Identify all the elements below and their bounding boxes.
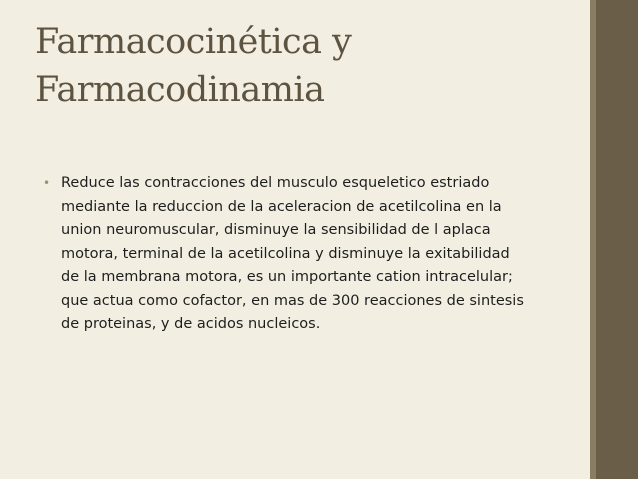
bullet-text-line-4: motora, terminal de la acetilcolina y disminuye la exitabilidad <box>61 245 510 262</box>
bullet-text-line-7: de proteinas, y de acidos nucleicos. <box>61 316 321 332</box>
slide-title-line-2: Farmacodinamia <box>35 70 325 110</box>
slide-title <box>35 18 555 114</box>
bullet-text-line-5: de la membrana motora, es un importante cation intracelular; <box>61 269 513 285</box>
bullet-text-line-6: que actua como cofactor, en mas de 300 reacciones de sintesis <box>61 292 524 309</box>
decorative-side-band <box>590 0 638 479</box>
bullet-text-line-1: Reduce las contracciones del musculo esqueletico estriado <box>61 175 490 191</box>
bullet-text-line-2: mediante la reduccion de la aceleracion de acetilcolina en la <box>61 198 502 215</box>
bullet-marker-icon: • <box>43 176 51 190</box>
bullet-list <box>43 172 563 337</box>
slide-title-line-1: Farmacocinética y <box>35 22 352 62</box>
bullet-text-line-3: union neuromuscular, disminuye la sensibilidad de l aplaca <box>61 222 491 238</box>
bullet-item <box>43 172 563 337</box>
